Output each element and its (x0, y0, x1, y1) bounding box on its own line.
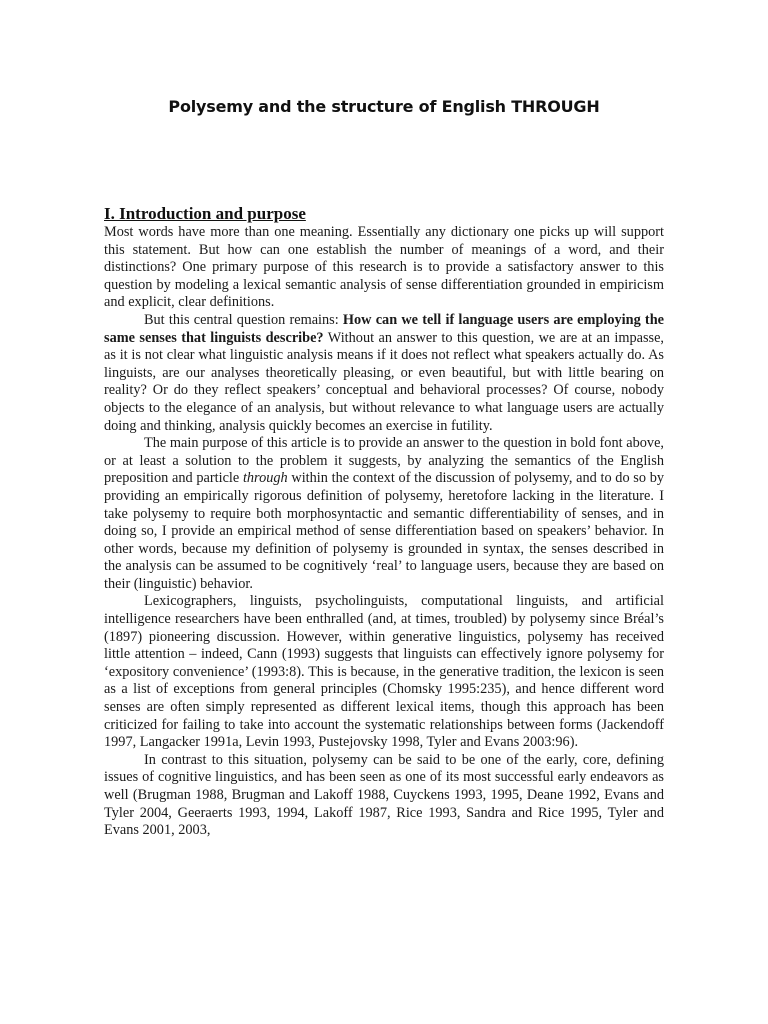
paragraph-list (104, 224, 664, 840)
paragraph-p3 (104, 435, 664, 593)
text-segment: Most words have more than one meaning. Essentially any dictionary one picks up will support this statement. But how can one establish the number of meanings of a word, and their distinctions? One primary purpose of this research is to provide a satisfactory answer to this question by modeling a lexical semantic analysis of sense differentiation grounded in empiricism and explicit, clear definitions. (104, 224, 664, 311)
text-segment: In contrast to this situation, polysemy can be said to be one of the early, core, defining issues of cognitive linguistics, and has been seen as one of its most successful early endeavors as well (Brugman 1988, Brugman and Lakoff 1988, Cuyckens 1993, 1995, Deane 1992, Evans and Tyler 2004, Geeraerts 1993, 1994, Lakoff 1987, Rice 1993, Sandra and Rice 1995, Tyler and Evans 2001, 2003, (104, 751, 664, 839)
paragraph-p2 (104, 312, 664, 435)
paragraph-p5 (104, 752, 664, 840)
section-heading: I. Introduction and purpose (104, 204, 306, 223)
paragraph-p1 (104, 224, 664, 312)
text-segment: Without an answer to this question, we are at an impasse, as it is not clear what linguistic analysis means if it does not reflect what speakers actually do. As linguists, are our analyses theoretically pleasing, or even beautiful, but with little bearing on reality? Or do they reflect speakers’ conceptual and behavioral processes? Of course, nobody objects to the elegance of an analysis, but without relevance to what language users are actually doing and thinking, analysis quickly becomes an exercise in futility. (104, 329, 665, 434)
text-segment: But this central question remains: (144, 311, 343, 328)
document-body (104, 204, 664, 840)
text-segment: within the context of the discussion of polysemy, and to do so by providing an empirically rigorous definition of polysemy, heretofore lacking in the literature. I take polysemy to require both morphosyntactic and semantic differentiability of senses, and in doing so, I provide an empirical method of sense differentiation based on speakers’ behavior. In other words, because my definition of polysemy is grounded in syntax, the senses described in the analysis can be assumed to be cognitively ‘real’ to language users, because they are based on their (linguistic) behavior. (104, 470, 664, 592)
paragraph-p4 (104, 593, 664, 751)
document-title: Polysemy and the structure of English THROUGH (168, 97, 600, 116)
italic-text: through (242, 470, 288, 487)
text-segment: The main purpose of this article is to provide an answer to the question in bold font above, or at least a solution to the problem it suggests, by analyzing the semantics of the English preposition and particle (104, 435, 664, 487)
text-segment: Lexicographers, linguists, psycholinguists, computational linguists, and artificial intelligence researchers have been enthralled (and, at times, troubled) by polysemy since Bréal’s (1897) pioneering discussion. However, within generative linguistics, polysemy has received little attention – indeed, Cann (1993) suggests that linguists can effectively ignore polysemy for ‘expository convenience’ (1993:8). This is because, in the generative tradition, the lexicon is seen as a list of exceptions from general principles (Chomsky 1995:235), and hence different word senses are often simply represented as different lexical items, though this approach has been criticized for failing to take into account the systematic relationships between forms (Jackendoff 1997, Langacker 1991a, Levin 1993, Pustejovsky 1998, Tyler and Evans 2003:96). (104, 593, 664, 751)
bold-text: How can we tell if language users are employing the same senses that linguists describe? (104, 311, 664, 346)
